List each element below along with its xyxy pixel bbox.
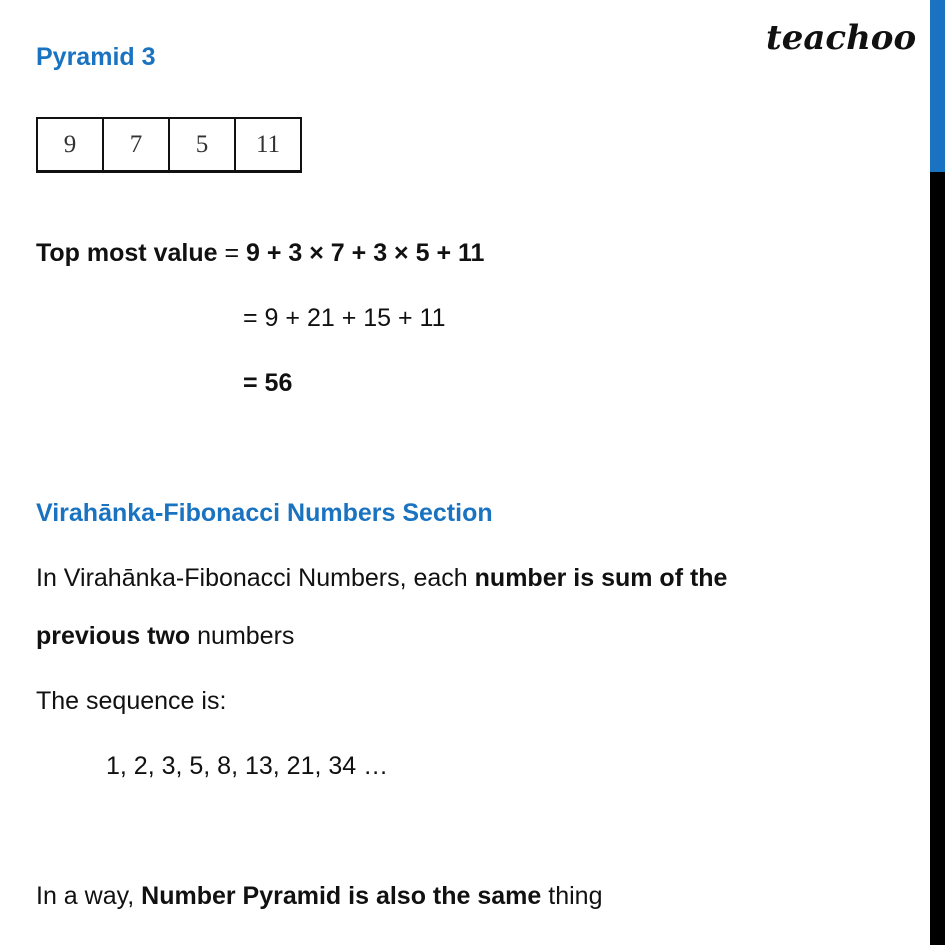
sequence: 1, 2, 3, 5, 8, 13, 21, 34 …	[106, 752, 389, 780]
conclusion: In a way, Number Pyramid is also the same thing	[36, 882, 603, 910]
number-boxes	[36, 117, 302, 173]
paragraph-line-1: In Virahānka-Fibonacci Numbers, each number is sum of the	[36, 564, 728, 592]
calc-label: Top most value	[36, 239, 218, 267]
number-box: 7	[102, 119, 168, 170]
calc-line-2: = 9 + 21 + 15 + 11	[243, 304, 446, 332]
sidebar-accent	[930, 0, 945, 172]
teachoo-logo: teachoo	[766, 18, 917, 58]
sidebar-dark	[930, 172, 945, 945]
number-box: 11	[234, 119, 300, 170]
page-title: Pyramid 3	[36, 43, 156, 71]
calc-expression: 9 + 3 × 7 + 3 × 5 + 11	[246, 239, 485, 267]
number-box: 5	[168, 119, 234, 170]
number-box: 9	[63, 130, 77, 158]
sequence-label: The sequence is:	[36, 687, 227, 715]
calc-line-1: Top most value = 9 + 3 × 7 + 3 × 5 + 11	[36, 239, 485, 267]
calc-result: = 56	[243, 369, 293, 397]
section-title: Virahānka-Fibonacci Numbers Section	[36, 499, 493, 527]
paragraph-line-2: previous two numbers	[36, 622, 295, 650]
